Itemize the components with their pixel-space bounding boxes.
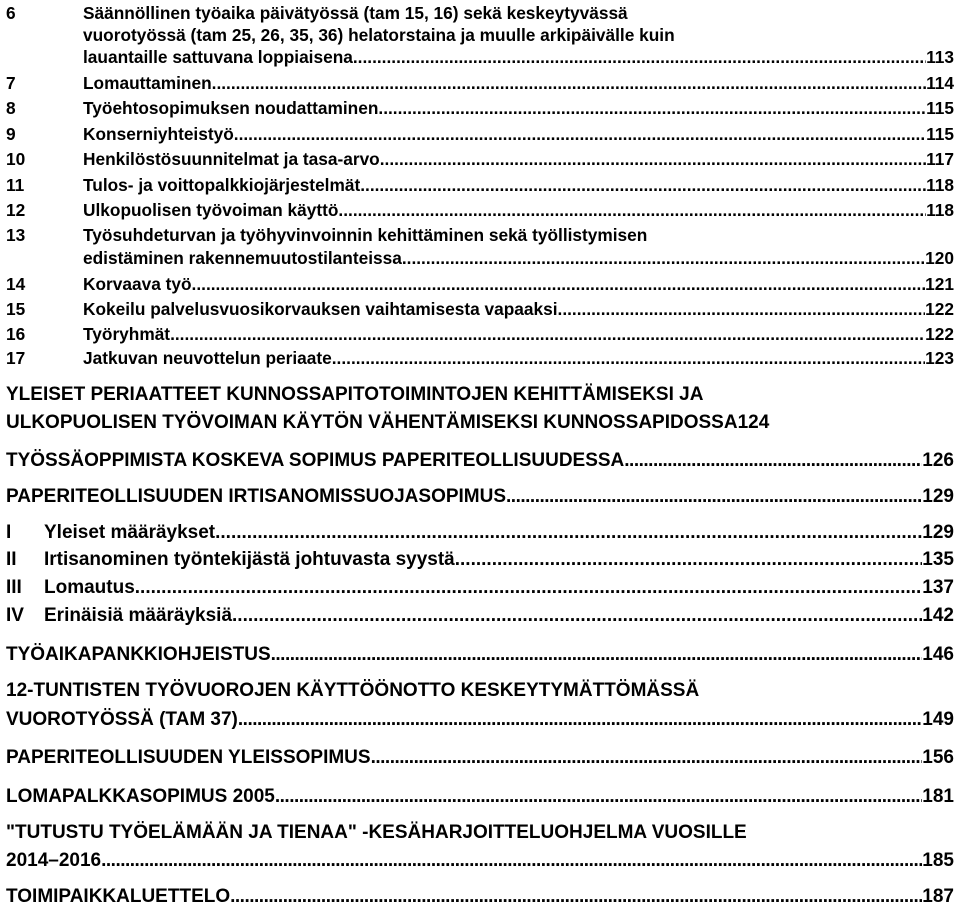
toc-entry-title: Henkilöstösuunnitelmat ja tasa-arvo xyxy=(83,149,380,169)
toc-page-number: 187 xyxy=(922,886,954,907)
toc-page-number: 126 xyxy=(922,450,954,471)
toc-heading-line: YLEISET PERIAATTEET KUNNOSSAPITOTOIMINTOJEN KEHITTÄMISEKSI JA xyxy=(6,384,704,405)
toc-page-number: 123 xyxy=(925,348,954,368)
toc-entry-title: Ulkopuolisen työvoiman käyttö xyxy=(83,200,339,220)
toc-page-number: 118 xyxy=(926,200,954,220)
toc-page-number: 115 xyxy=(926,98,954,118)
toc-entry-number: 17 xyxy=(6,348,26,368)
toc-entry-number: 11 xyxy=(6,175,25,195)
toc-heading-line: "TUTUSTU TYÖELÄMÄÄN JA TIENAA" -KESÄHARJOITTELUOHJELMA VUOSILLE xyxy=(6,822,747,843)
toc-leader-dots xyxy=(371,743,923,773)
toc-page-number: 185 xyxy=(922,850,954,871)
toc-page-number: 129 xyxy=(922,486,954,507)
toc-entry-number: 6 xyxy=(6,3,16,23)
toc-leader-dots xyxy=(271,640,923,670)
toc-leader-dots xyxy=(230,882,922,912)
toc-leader-dots xyxy=(455,547,923,573)
toc-entry-title: Korvaava työ xyxy=(83,274,192,294)
toc-entry-title: Erinäisiä määräyksiä xyxy=(44,605,233,626)
toc-entry-title: Yleiset määräykset xyxy=(44,522,216,543)
toc-entry-title: lauantaille sattuvana loppiaisena xyxy=(83,47,353,67)
toc-entry-title-line: Työsuhdeturvan ja työhyvinvoinnin kehittäminen sekä työllistymisen xyxy=(83,225,648,245)
toc-entry-number: 7 xyxy=(6,73,16,93)
toc-leader-dots xyxy=(232,603,922,629)
toc-heading-line: 12-TUNTISTEN TYÖVUOROJEN KÄYTTÖÖNOTTO KESKEYTYMÄTTÖMÄSSÄ xyxy=(6,680,700,701)
toc-heading-title: ULKOPUOLISEN TYÖVOIMAN KÄYTÖN VÄHENTÄMISEKSI KUNNOSSAPIDOSSA xyxy=(6,412,738,433)
toc-entry-title: edistäminen rakennemuutostilanteissa xyxy=(83,248,402,268)
toc-entry-title: Työehtosopimuksen noudattaminen xyxy=(83,98,379,118)
toc-page-number: 113 xyxy=(926,47,954,67)
toc-heading-title: LOMAPALKKASOPIMUS 2005 xyxy=(6,786,275,807)
toc-page-number: 129 xyxy=(922,522,954,543)
toc-entry-number: 8 xyxy=(6,98,16,118)
toc-entry-title: Lomautus xyxy=(44,577,135,598)
toc-page-number: 114 xyxy=(926,73,954,93)
toc-leader-dots xyxy=(170,321,925,347)
toc-page-number: 122 xyxy=(925,324,954,344)
toc-entry-number: II xyxy=(6,549,17,570)
toc-page-number: 137 xyxy=(922,577,954,598)
toc-page-number: 115 xyxy=(926,124,954,144)
toc-entry-number: 16 xyxy=(6,324,26,344)
toc-entry-title-line: Säännöllinen työaika päivätyössä (tam 15, 16) sekä keskeytyvässä xyxy=(83,3,628,23)
toc-page-number: 124 xyxy=(737,412,770,433)
toc-leader-dots xyxy=(212,70,926,96)
toc-leader-dots xyxy=(275,782,922,812)
toc-page-number: 156 xyxy=(922,747,954,768)
toc-entry-title: Jatkuvan neuvottelun periaate xyxy=(83,348,332,368)
toc-leader-dots xyxy=(378,95,926,121)
toc-entry-title: Työryhmät xyxy=(83,324,171,344)
toc-page-number: 120 xyxy=(925,248,954,268)
toc-page-number: 118 xyxy=(926,175,954,195)
toc-leader-dots xyxy=(215,520,922,546)
toc-entry-number: 13 xyxy=(6,225,26,245)
toc-page-number: 117 xyxy=(926,149,954,169)
toc-leader-dots xyxy=(234,121,926,147)
toc-page-number: 181 xyxy=(922,786,954,807)
toc-heading-title: 2014–2016 xyxy=(6,850,102,871)
toc-heading-title: TYÖSSÄOPPIMISTA KOSKEVA SOPIMUS PAPERITEOLLISUUDESSA xyxy=(6,450,625,471)
toc-entry-title: Tulos- ja voittopalkkiojärjestelmät xyxy=(83,175,361,195)
toc-entry-number: I xyxy=(6,522,12,543)
toc-entry-title: Lomauttaminen xyxy=(83,73,212,93)
toc-leader-dots xyxy=(135,575,923,601)
toc-heading-title: PAPERITEOLLISUUDEN IRTISANOMISSUOJASOPIMUS xyxy=(6,486,507,507)
toc-entry-number: 15 xyxy=(6,299,26,319)
toc-leader-dots xyxy=(338,197,926,223)
toc-page-number: 121 xyxy=(925,274,954,294)
toc-leader-dots xyxy=(238,705,922,735)
toc-entry-number: 10 xyxy=(6,149,26,169)
toc-heading-title: PAPERITEOLLISUUDEN YLEISSOPIMUS xyxy=(6,747,371,768)
toc-entry-number: 14 xyxy=(6,274,26,294)
toc-heading-title: TYÖAIKAPANKKIOHJEISTUS xyxy=(6,644,271,665)
toc-leader-dots xyxy=(558,296,926,322)
toc-heading-title: VUOROTYÖSSÄ (TAM 37) xyxy=(6,709,238,730)
toc-leader-dots xyxy=(101,846,922,876)
toc-entry-title: Irtisanominen työntekijästä johtuvasta syystä xyxy=(44,549,455,570)
toc-entry-title: Konserniyhteistyö xyxy=(83,124,234,144)
toc-leader-dots xyxy=(506,482,922,512)
toc-leader-dots xyxy=(402,245,925,271)
toc-page-number: 122 xyxy=(925,299,954,319)
toc-entry-number: IV xyxy=(6,605,24,626)
toc-entry-number: III xyxy=(6,577,22,598)
toc-leader-dots xyxy=(624,446,922,476)
toc-page-number: 142 xyxy=(922,605,954,626)
toc-leader-dots xyxy=(332,345,925,371)
toc-heading-title: TOIMIPAIKKALUETTELO xyxy=(6,886,231,907)
toc-leader-dots xyxy=(192,271,926,297)
toc-entry-title: Kokeilu palvelusvuosikorvauksen vaihtamisesta vapaaksi xyxy=(83,299,558,319)
toc-page-number: 149 xyxy=(922,709,954,730)
toc-leader-dots xyxy=(353,44,926,70)
toc-page-number: 146 xyxy=(922,644,954,665)
toc-leader-dots xyxy=(380,146,926,172)
toc-entry-number: 12 xyxy=(6,200,26,220)
toc-leader-dots xyxy=(360,172,926,198)
toc-entry-title-line: vuorotyössä (tam 25, 26, 35, 36) helatorstaina ja muulle arkipäivälle kuin xyxy=(83,25,675,45)
toc-entry-number: 9 xyxy=(6,124,16,144)
toc-page-number: 135 xyxy=(922,549,954,570)
